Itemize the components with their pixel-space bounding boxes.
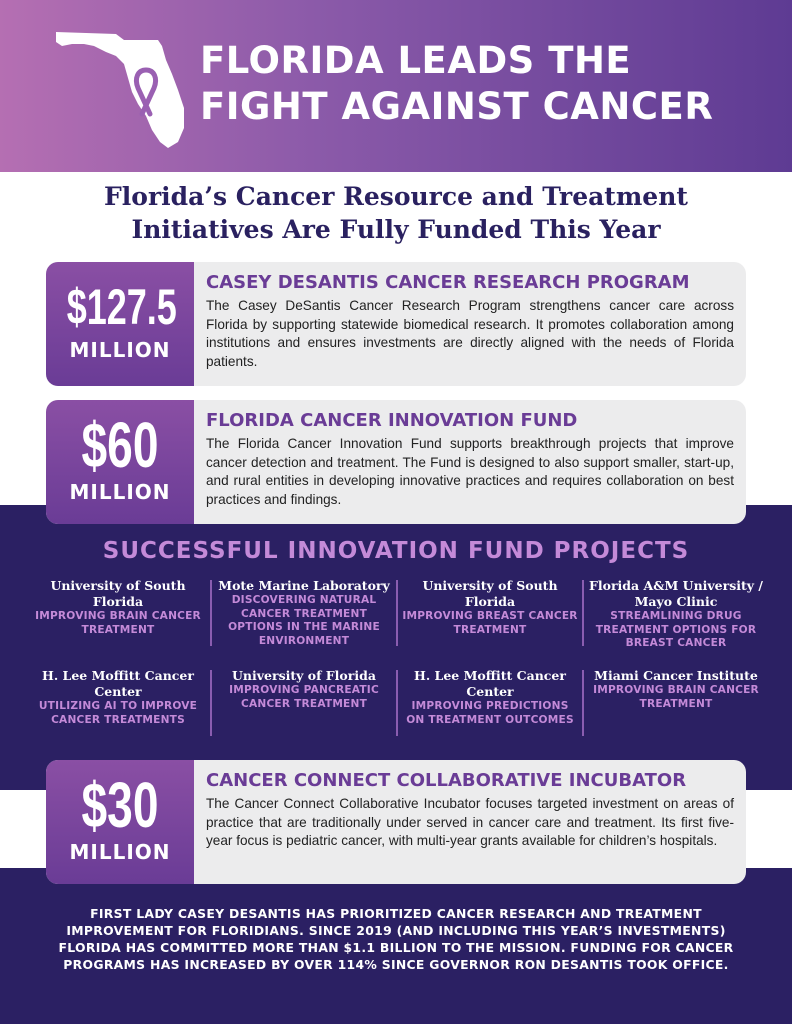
project-item	[30, 578, 206, 662]
project-description: STREAMLINING DRUG TREATMENT OPTIONS FOR BREAST CANCER	[595, 610, 757, 649]
card-body: The Cancer Connect Collaborative Incubator focuses targeted investment on areas of practice that are traditionally under served in cancer care and treatment. Its first five-year focus is pediatric cancer, with multi-year grants available for children’s hospitals.	[206, 796, 734, 848]
project-institution: University of Florida	[232, 668, 376, 683]
project-item	[402, 578, 578, 662]
funding-amount-block	[46, 400, 194, 524]
card-content	[206, 770, 734, 851]
subtitle-line-2: Initiatives Are Fully Funded This Year	[131, 215, 661, 244]
funding-amount: $127.5	[66, 279, 177, 335]
project-institution: University of South Florida	[422, 578, 558, 609]
card-content	[206, 272, 734, 371]
funding-amount-block	[46, 760, 194, 884]
card-body: The Florida Cancer Innovation Fund supports breakthrough projects that improve cancer detection and treatment. The Fund is designed to also support smaller, start-up, and rural entities in developing innovative practices and requires collaboration on best practices and findings.	[206, 436, 734, 507]
header-banner	[0, 0, 792, 172]
project-institution: University of South Florida	[50, 578, 186, 609]
project-item	[588, 668, 764, 752]
funding-unit: MILLION	[69, 480, 171, 504]
card-body: The Casey DeSantis Cancer Research Program strengthens cancer care across Florida by supporting statewide biomedical research. It promotes collaboration among institutions and ensures investments are directly aligned with the needs of Florida patients.	[206, 298, 734, 369]
project-description: IMPROVING BREAST CANCER TREATMENT	[402, 610, 578, 636]
title-line-2: FIGHT AGAINST CANCER	[200, 85, 714, 128]
project-description: UTILIZING AI TO IMPROVE CANCER TREATMENTS	[38, 700, 198, 726]
card-title: CASEY DESANTIS CANCER RESEARCH PROGRAM	[206, 272, 690, 293]
projects-row-1	[30, 578, 774, 662]
project-institution: H. Lee Moffitt Cancer Center	[42, 668, 194, 699]
card-content	[206, 410, 734, 509]
funding-amount-block	[46, 262, 194, 386]
footer-statement: FIRST LADY CASEY DESANTIS HAS PRIORITIZED CANCER RESEARCH AND TREATMENT IMPROVEMENT FOR FLORIDIANS. SINCE 2019 (AND INCLUDING THIS YEAR’S INVESTMENTS) FLORIDA HAS COMMITTED MORE THAN $1.1 BILLION TO THE MISSION. FUNDING FOR CANCER PROGRAMS HAS INCREASED BY OVER 114% SINCE GOVERNOR RON DESANTIS TOOK OFFICE.	[58, 906, 734, 972]
page-title	[200, 38, 780, 130]
card-title: FLORIDA CANCER INNOVATION FUND	[206, 410, 578, 431]
project-description: DISCOVERING NATURAL CANCER TREATMENT OPTIONS IN THE MARINE ENVIRONMENT	[228, 594, 380, 647]
project-institution: Miami Cancer Institute	[594, 668, 758, 683]
funding-card-innovation-fund	[46, 400, 746, 524]
projects-heading: SUCCESSFUL INNOVATION FUND PROJECTS	[102, 538, 690, 564]
funding-unit: MILLION	[69, 338, 171, 362]
projects-row-2	[30, 668, 774, 752]
florida-map-icon	[54, 30, 186, 150]
funding-unit: MILLION	[69, 840, 171, 864]
project-institution: Florida A&M University / Mayo Clinic	[589, 578, 763, 609]
project-institution: Mote Marine Laboratory	[218, 578, 390, 593]
funding-card-research-program	[46, 262, 746, 386]
funding-amount: $30	[81, 769, 159, 841]
funding-card-collaborative-incubator	[46, 760, 746, 884]
funding-amount: $60	[81, 409, 159, 481]
card-title: CANCER CONNECT COLLABORATIVE INCUBATOR	[206, 770, 687, 791]
project-item	[216, 578, 392, 662]
project-item	[402, 668, 578, 752]
project-description: IMPROVING PREDICTIONS ON TREATMENT OUTCOMES	[406, 700, 574, 726]
project-description: IMPROVING BRAIN CANCER TREATMENT	[35, 610, 201, 636]
project-institution: H. Lee Moffitt Cancer Center	[414, 668, 566, 699]
project-description: IMPROVING BRAIN CANCER TREATMENT	[593, 684, 759, 710]
title-line-1: FLORIDA LEADS THE	[200, 39, 632, 82]
page-subtitle	[20, 180, 772, 246]
project-item	[216, 668, 392, 752]
project-item	[30, 668, 206, 752]
project-description: IMPROVING PANCREATIC CANCER TREATMENT	[229, 684, 379, 710]
project-item	[588, 578, 764, 662]
subtitle-line-1: Florida’s Cancer Resource and Treatment	[104, 182, 688, 211]
